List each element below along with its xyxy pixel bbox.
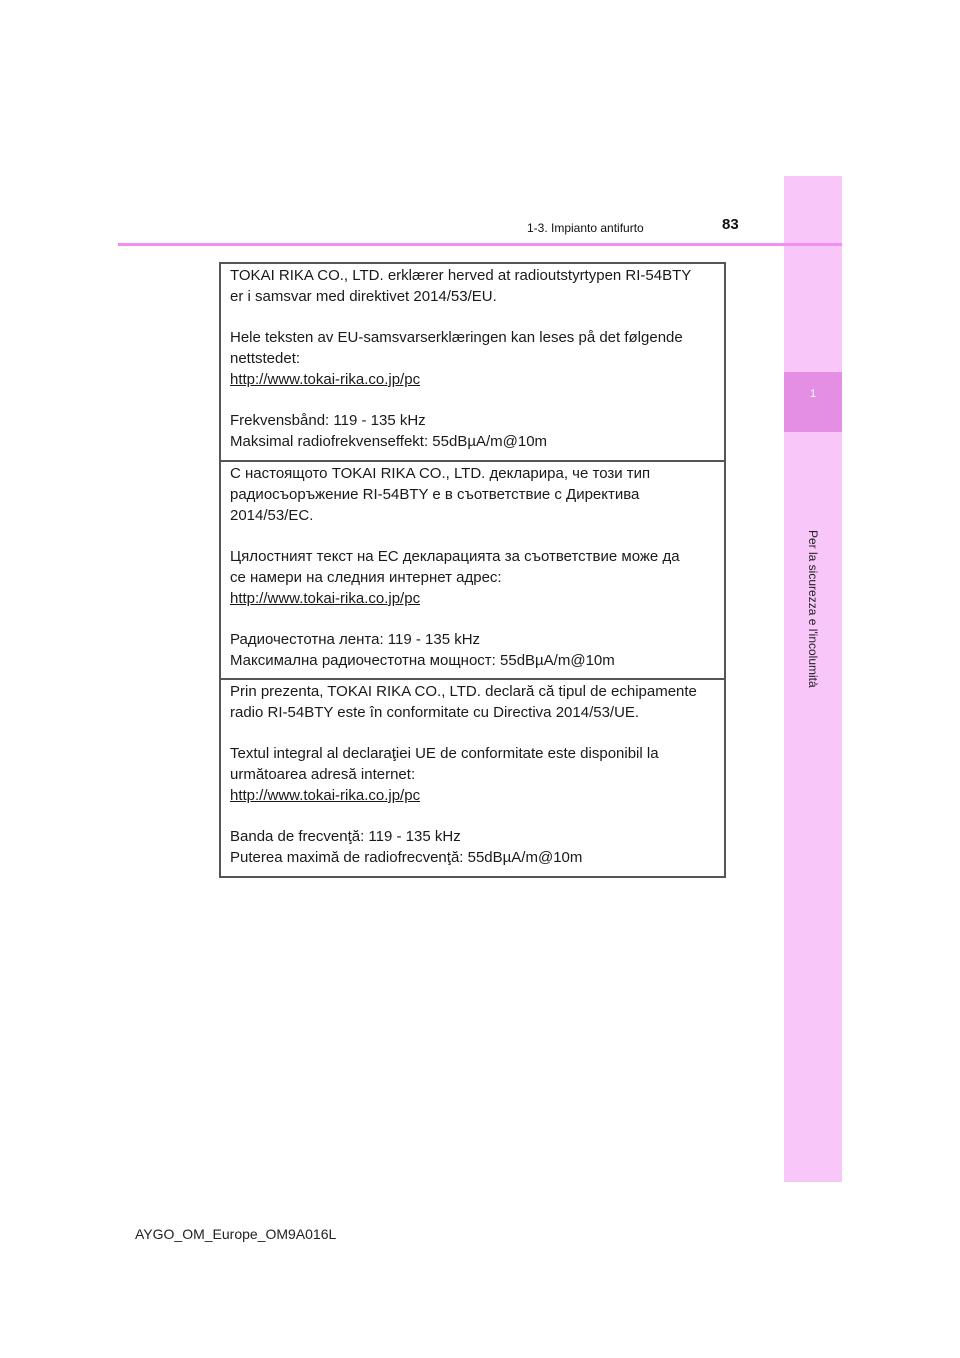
frequency-band: Радиочестотна лента: 119 - 135 kHz [230,631,481,648]
info-line: се намери на следния интернет адрес: [230,569,502,586]
declaration-link[interactable]: http://www.tokai-rika.co.jp/pc [230,371,421,388]
decl-line: радиосъоръжение RI-54BTY е в съответствие с Директива [230,486,640,503]
info-line: Textul integral al declaraţiei UE de conformitate este disponibil la [230,745,659,762]
info-line: Hele teksten av EU-samsvarserklæringen kan leses på det følgende [230,329,683,346]
frequency-band: Frekvensbånd: 119 - 135 kHz [230,412,426,429]
decl-line: 2014/53/ЕС. [230,507,314,524]
chapter-number: 1 [809,388,817,400]
decl-line: С настоящото TOKAI RIKA CO., LTD. декларира, че този тип [230,465,651,482]
max-power: Максимална радиочестотна мощност: 55dBµA/m@10m [230,652,615,669]
header-rule [118,243,842,246]
declaration-block-bulgarian [221,460,724,678]
declaration-link[interactable]: http://www.tokai-rika.co.jp/pc [230,787,421,804]
info-line: nettstedet: [230,350,301,367]
decl-line: TOKAI RIKA CO., LTD. erklærer herved at radioutstyrtypen RI-54BTY [230,267,692,284]
page-number: 83 [722,216,739,233]
section-title: 1-3. Impianto antifurto [527,221,644,235]
frequency-band: Banda de frecvenţă: 119 - 135 kHz [230,828,461,845]
document-id: AYGO_OM_Europe_OM9A016L [135,1226,337,1242]
max-power: Maksimal radiofrekvenseffekt: 55dBµA/m@10m [230,433,548,450]
declaration-block-norwegian [221,264,724,460]
decl-line: er i samsvar med direktivet 2014/53/EU. [230,288,497,305]
max-power: Puterea maximă de radiofrecvenţă: 55dBµA/m@10m [230,849,583,866]
declaration-link[interactable]: http://www.tokai-rika.co.jp/pc [230,590,421,607]
decl-line: radio RI-54BTY este în conformitate cu Directiva 2014/53/UE. [230,704,640,721]
declaration-box [219,262,726,878]
info-line: următoarea adresă internet: [230,766,416,783]
chapter-number-tab[interactable] [784,372,842,432]
info-line: Цялостният текст на ЕС декларацията за съответствие може да [230,548,680,565]
declaration-block-romanian [221,678,724,876]
decl-line: Prin prezenta, TOKAI RIKA CO., LTD. declară că tipul de echipamente [230,683,697,700]
chapter-label: Per la sicurezza e l'incolumità [806,530,820,688]
